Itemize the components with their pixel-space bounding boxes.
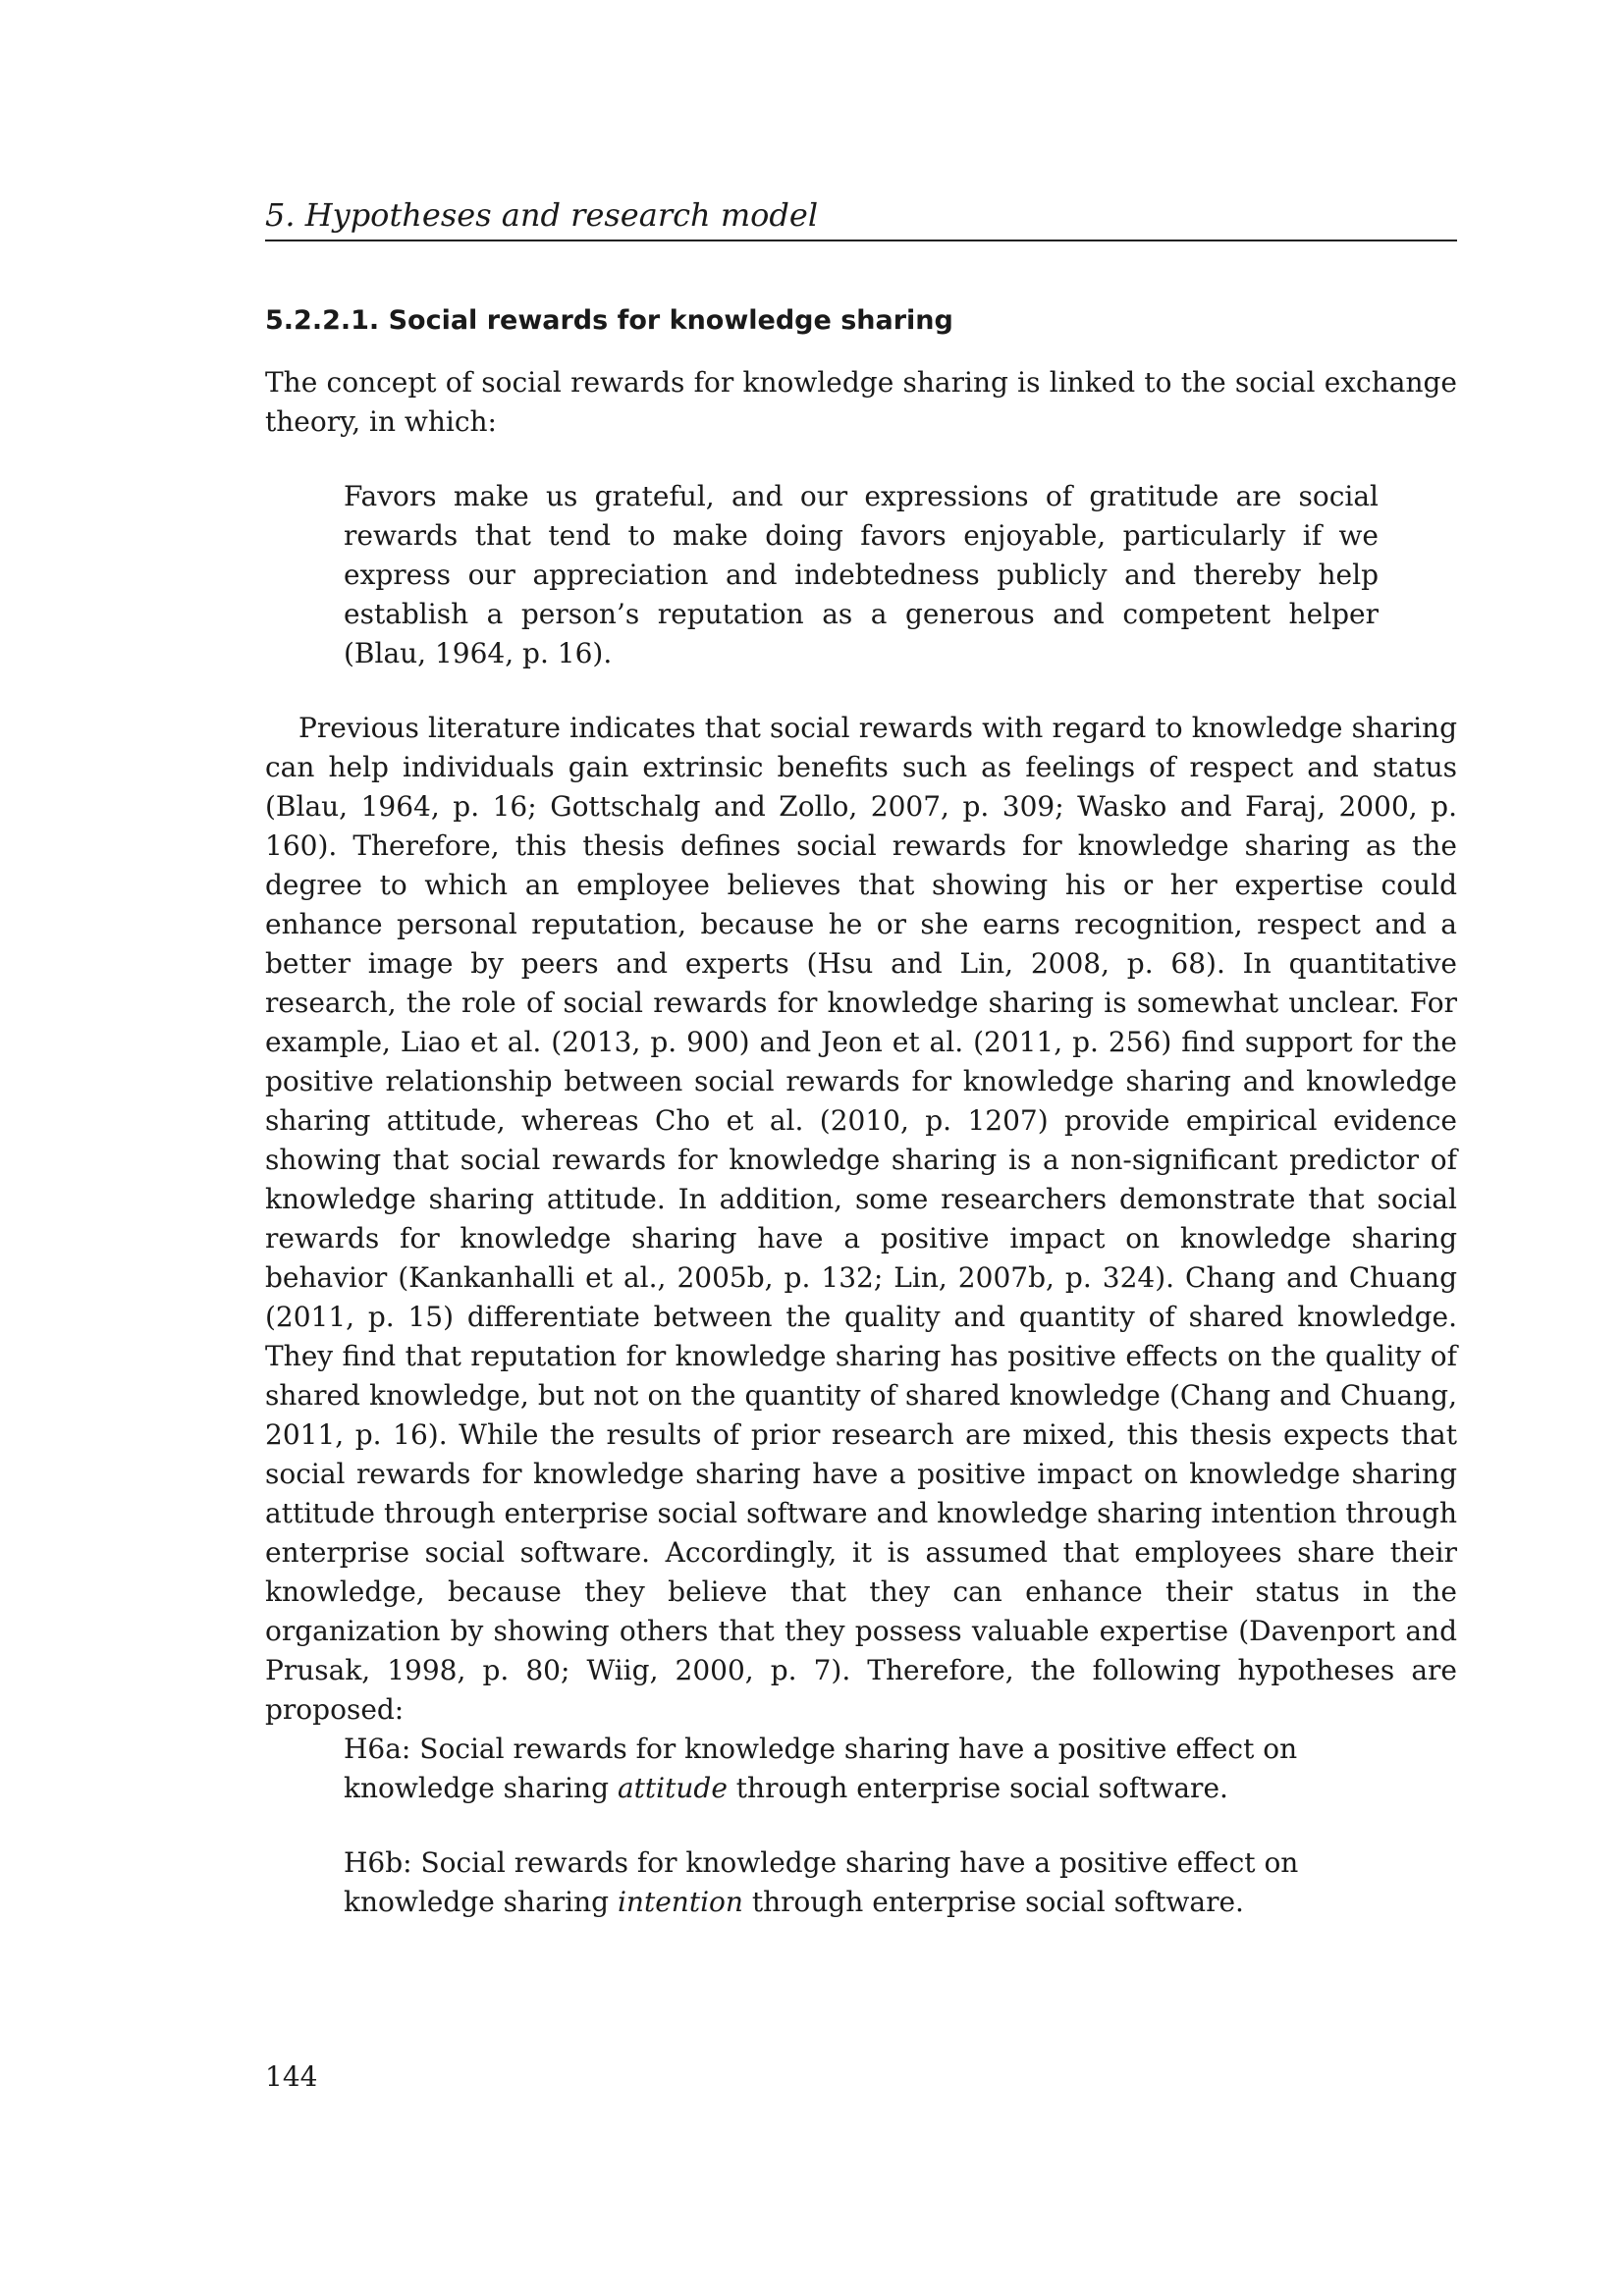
hypothesis-h6a-text: H6a: Social rewards for knowledge sharing have a positive effect on knowledge sharing	[344, 1733, 1298, 1804]
document-page	[265, 0, 1457, 2296]
block-quote: Favors make us grateful, and our expressions of gratitude are social rewards that tend to make doing favors enjoyable, particularly if we express our appreciation and indebtedness publicly and thereby help establish a person’s reputation as a generous and competent helper (Blau, 1964, p. 16).	[344, 480, 1379, 669]
hypothesis-h6b-emphasis: intention	[617, 1886, 743, 1918]
hypothesis-h6b-tail: through enterprise social software.	[742, 1886, 1244, 1918]
hypothesis-h6b-text: H6b: Social rewards for knowledge sharing have a positive effect on knowledge sharing	[344, 1846, 1299, 1918]
section-heading: 5.2.2.1. Social rewards for knowledge sharing	[265, 305, 953, 336]
body-paragraph: Previous literature indicates that social rewards with regard to knowledge sharing can help individuals gain extrinsic benefits such as feelings of respect and status (Blau, 1964, p. 16; Gottschalg and Zollo, 2007, p. 309; Wasko and Faraj, 2000, p. 160). Therefore, this thesis defines social rewards for knowledge sharing as the degree to which an employee believes that showing his or her expertise could enhance personal reputation, because he or she earns recognition, respect and a better image by peers and experts (Hsu and Lin, 2008, p. 68). In quantitative research, the role of social rewards for knowledge sharing is somewhat unclear. For example, Liao et al. (2013, p. 900) and Jeon et al. (2011, p. 256) find support for the positive relationship between social rewards for knowledge sharing and knowledge sharing attitude, whereas Cho et al. (2010, p. 1207) provide empirical evidence showing that social rewards for knowledge sharing is a non-significant predictor of knowledge sharing attitude. In addition, some researchers demonstrate that social rewards for knowledge sharing have a positive impact on knowledge sharing behavior (Kankanhalli et al., 2005b, p. 132; Lin, 2007b, p. 324). Chang and Chuang (2011, p. 15) differentiate between the quality and quantity of shared knowledge. They find that reputation for knowledge sharing has positive effects on the quality of shared knowledge, but not on the quantity of shared knowledge (Chang and Chuang, 2011, p. 16). While the results of prior research are mixed, this thesis expects that social rewards for knowledge sharing have a positive impact on knowledge sharing attitude through enterprise social software and knowledge sharing intention through enterprise social software. Accordingly, it is assumed that employees share their knowledge, because they believe that they can enhance their status in the organization by showing others that they possess valuable expertise (Davenport and Prusak, 1998, p. 80; Wiig, 2000, p. 7). Therefore, the following hypotheses are proposed:	[265, 712, 1457, 1726]
running-header: 5. Hypotheses and research model	[265, 194, 1457, 241]
intro-paragraph: The concept of social rewards for knowledge sharing is linked to the social exchange theory, in which:	[265, 366, 1457, 438]
hypothesis-h6a-tail: through enterprise social software.	[727, 1772, 1228, 1804]
hypothesis-h6a	[344, 1730, 1379, 1808]
hypothesis-h6a-emphasis: attitude	[617, 1772, 728, 1804]
page-number: 144	[265, 2060, 318, 2093]
hypothesis-h6b	[344, 1843, 1379, 1922]
